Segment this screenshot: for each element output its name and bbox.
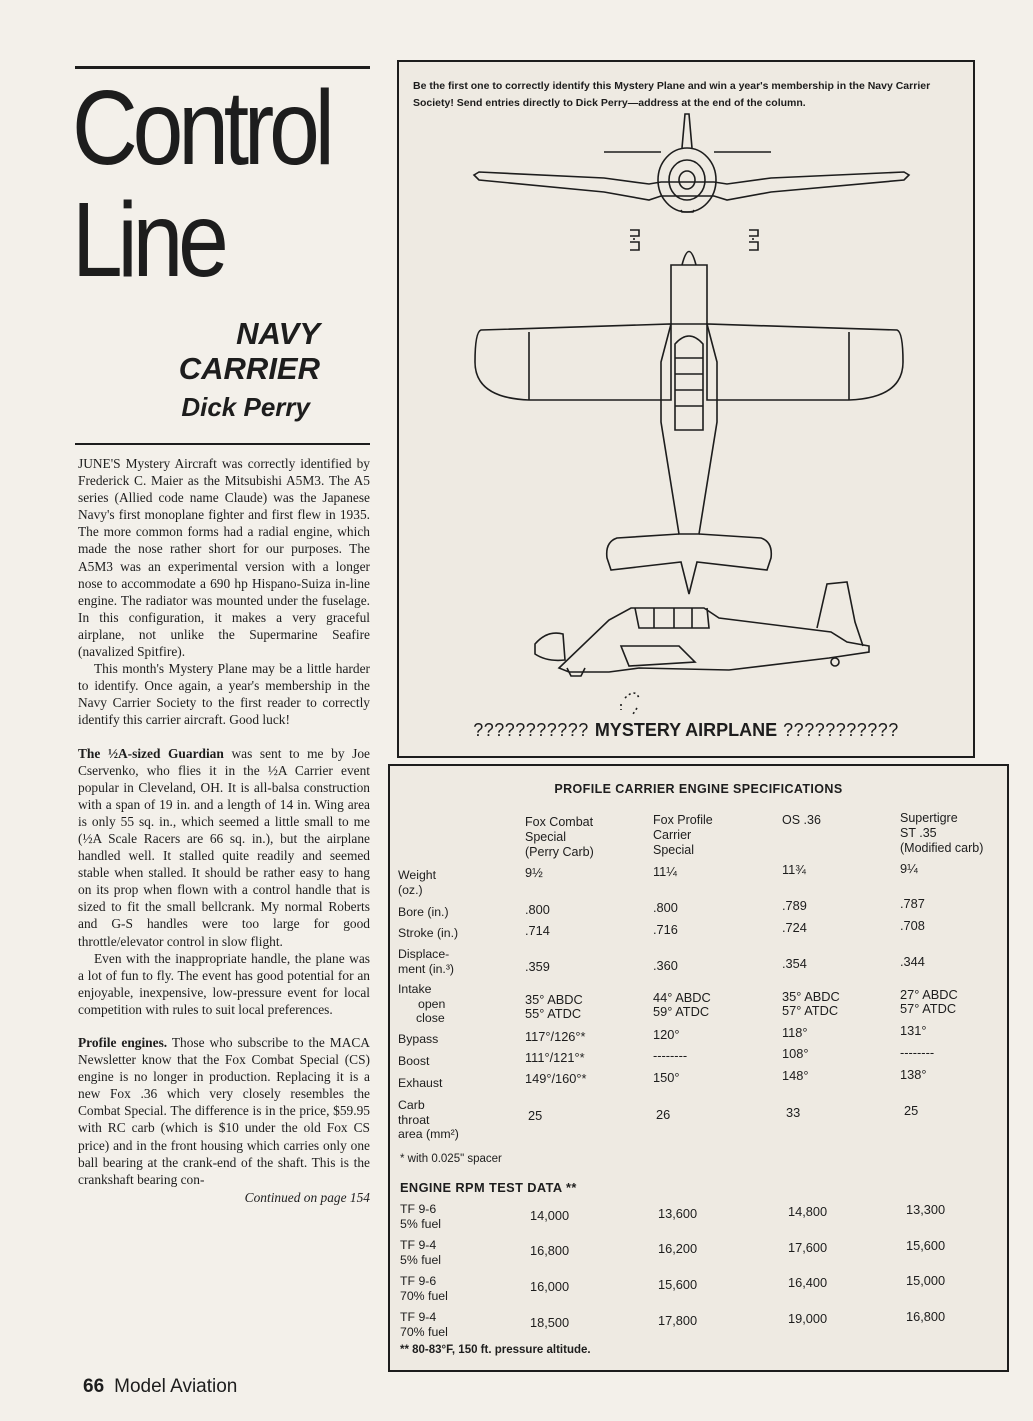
row-label-line: close xyxy=(416,1011,445,1025)
row-label-boost: Boost xyxy=(398,1054,430,1068)
side-canopy-frames xyxy=(654,608,692,628)
row-label-line: throat xyxy=(398,1112,430,1127)
landing-gear-marks xyxy=(630,230,758,250)
side-spinner xyxy=(535,633,565,660)
front-view xyxy=(474,114,909,212)
cell-intake-fox-profile xyxy=(653,991,711,1019)
cell-displacement-fox-profile: .360 xyxy=(653,958,678,973)
row-label-line: 70% fuel xyxy=(400,1288,448,1303)
paragraph-profile-engines-text: Those who subscribe to the MACA Newsletter know that the Fox Combat Special (CS) engine is no longer in production. Replacing it is a new Fox .36 which very closely resembles the Combat Special. The difference is in the price, $59.95 with RC carb (which is $10 under the old Fox CS price) and in the front housing which carries only one ball bearing at the crank-end of the shaft. This is the crankshaft bearing con- xyxy=(78,1035,370,1187)
paragraph-guardian-text: was sent to me by Joe Cservenko, who flies it in the ½A Carrier event popular in Cleveland, OH. It is all-balsa construction with a span of 19 in. and a length of 14 in. Wing area is only 55 sq. in., which seemed a little small to me (½A Scale Racers are 66 sq. in.), but the airplane handled well. It stalled quite readily and seemed stable when stalled. It should be rather easy to hang on its prop when flown with a control handle that is sized to fit the small bellcrank. My normal Roberts and G-S handles were too large for good throttle/elevator control in slow flight. xyxy=(78,745,370,949)
mystery-plane-box xyxy=(397,60,975,758)
plan-tailplane xyxy=(607,534,772,594)
row-label-line: Displace- xyxy=(398,947,450,961)
cell-displacement-os36: .354 xyxy=(782,956,807,971)
cell-intake-fox-combat xyxy=(525,993,583,1021)
rpm-cell-1-fox-combat: 14,000 xyxy=(530,1208,570,1223)
paragraph-profile-engines-lead: Profile engines. xyxy=(78,1035,168,1050)
rpm-cell-2-os36: 17,600 xyxy=(788,1240,828,1255)
row-label-line: TF 9-4 xyxy=(400,1310,437,1324)
row-label-displacement xyxy=(398,947,454,976)
row-label-line: 5% fuel xyxy=(400,1252,442,1267)
row-label-bypass: Bypass xyxy=(398,1032,439,1046)
paragraph-guardian xyxy=(78,745,370,950)
row-label-line: area (mm²) xyxy=(398,1127,459,1141)
page-number: 66 xyxy=(83,1376,105,1397)
row-label-line: 5% fuel xyxy=(400,1216,442,1231)
rpm-row-label-2 xyxy=(400,1238,441,1267)
row-label-exhaust: Exhaust xyxy=(398,1076,443,1090)
mystery-title-label: MYSTERY AIRPLANE xyxy=(594,720,778,740)
cell-weight-fox-combat: 9½ xyxy=(525,865,543,880)
cell-weight-fox-profile: 11¼ xyxy=(653,864,677,879)
cell-exhaust-fox-profile: 150° xyxy=(653,1070,680,1085)
author-rule xyxy=(75,443,370,445)
cell-exhaust-fox-combat: 149°/160°* xyxy=(525,1071,587,1086)
rpm-row-label-3 xyxy=(400,1274,448,1303)
row-label-stroke: Stroke (in.) xyxy=(398,926,459,940)
title-line-1: Control xyxy=(72,69,330,187)
row-label-carb-throat xyxy=(398,1098,459,1142)
row-label-intake xyxy=(398,982,445,1026)
cell-bypass-fox-profile: 120° xyxy=(653,1027,680,1042)
cell-carb-fox-profile: 26 xyxy=(656,1107,671,1122)
specs-title: PROFILE CARRIER ENGINE SPECIFICATIONS xyxy=(554,782,843,796)
cell-bypass-supertigre: 131° xyxy=(900,1023,927,1038)
column-title xyxy=(72,69,330,299)
cell-displacement-fox-combat: .359 xyxy=(525,959,550,974)
column-header-supertigre xyxy=(900,811,983,856)
rpm-cell-4-fox-combat: 18,500 xyxy=(530,1315,570,1330)
row-label-line: ment (in.³) xyxy=(398,961,455,976)
rpm-row-label-4 xyxy=(400,1310,448,1339)
mystery-title xyxy=(399,720,973,741)
column-header-line: Carrier xyxy=(653,828,692,842)
front-spinner xyxy=(679,171,695,189)
section-line-2: CARRIER xyxy=(178,351,320,386)
column-header-line: OS .36 xyxy=(782,813,821,827)
cell-weight-supertigre: 9¼ xyxy=(900,861,918,876)
cell-boost-os36: 108° xyxy=(782,1046,809,1061)
cell-intake-open: 44° ABDC xyxy=(653,990,711,1005)
cell-bypass-fox-combat: 117°/126°* xyxy=(525,1029,586,1044)
side-fin xyxy=(817,582,863,646)
cell-carb-os36: 33 xyxy=(786,1105,801,1120)
section-line-1: NAVY xyxy=(236,316,320,351)
cell-stroke-supertigre: .708 xyxy=(900,918,925,933)
cell-bore-supertigre: .787 xyxy=(900,896,925,911)
paragraph-profile-engines xyxy=(78,1034,370,1188)
section-name xyxy=(120,316,320,386)
gear-mark-left xyxy=(630,230,639,250)
rpm-row-label-1 xyxy=(400,1202,441,1231)
cell-intake-close: 55° ATDC xyxy=(525,1006,582,1021)
rpm-cell-4-supertigre: 16,800 xyxy=(906,1309,946,1324)
column-header-line: Fox Profile xyxy=(653,813,713,827)
cell-intake-os36 xyxy=(782,990,840,1018)
rpm-cell-1-fox-profile: 13,600 xyxy=(658,1206,698,1221)
rpm-cell-4-os36: 19,000 xyxy=(788,1311,828,1326)
rpm-cell-2-fox-combat: 16,800 xyxy=(530,1243,570,1258)
cell-displacement-supertigre: .344 xyxy=(900,954,925,969)
cell-boost-supertigre: -------- xyxy=(900,1045,935,1060)
plan-canopy xyxy=(675,336,703,430)
plan-wing-right xyxy=(707,324,903,400)
row-label-line: 70% fuel xyxy=(400,1324,448,1339)
cell-intake-open: 27° ABDC xyxy=(900,987,958,1002)
column-header-line: Special xyxy=(525,830,566,844)
continued-note: Continued on page 154 xyxy=(244,1189,370,1205)
column-header-fox-combat xyxy=(525,815,594,860)
plan-spinner xyxy=(682,252,696,266)
cell-stroke-fox-profile: .716 xyxy=(653,922,678,937)
cell-exhaust-os36: 148° xyxy=(782,1068,809,1083)
plan-wing-left xyxy=(475,324,671,400)
row-label-line: TF 9-6 xyxy=(400,1202,437,1216)
rpm-cell-1-os36: 14,800 xyxy=(788,1204,828,1219)
column-header-line: Fox Combat xyxy=(525,815,594,829)
row-label-line: TF 9-4 xyxy=(400,1238,437,1252)
row-label-line: TF 9-6 xyxy=(400,1274,437,1288)
row-label-line: open xyxy=(418,996,446,1011)
cell-exhaust-supertigre: 138° xyxy=(900,1067,927,1082)
cell-bore-fox-combat: .800 xyxy=(525,902,550,917)
side-wing-root xyxy=(621,646,695,666)
front-wing xyxy=(474,172,909,200)
mystery-plane-drawing xyxy=(399,62,973,756)
cell-stroke-fox-combat: .714 xyxy=(525,923,550,938)
column-header-line: Supertigre xyxy=(900,811,958,825)
magazine-name: Model Aviation xyxy=(114,1376,238,1397)
column-header-line: ST .35 xyxy=(900,826,937,840)
side-canopy xyxy=(635,608,709,628)
row-label-weight xyxy=(398,868,436,897)
column-header-os36 xyxy=(782,813,821,828)
spacer-footnote: * with 0.025" spacer xyxy=(400,1153,502,1165)
rpm-cell-3-fox-combat: 16,000 xyxy=(530,1279,570,1294)
cell-bore-os36: .789 xyxy=(782,898,807,913)
cell-boost-fox-combat: 111°/121°* xyxy=(525,1050,585,1065)
side-fuselage xyxy=(559,608,869,672)
rpm-cell-3-fox-profile: 15,600 xyxy=(658,1277,698,1292)
rpm-cell-3-supertigre: 15,000 xyxy=(906,1273,946,1288)
cell-stroke-os36: .724 xyxy=(782,920,807,935)
title-line-2: Line xyxy=(72,181,224,299)
cell-intake-close: 57° ATDC xyxy=(900,1001,957,1016)
cell-intake-close: 57° ATDC xyxy=(782,1003,839,1018)
row-label-bore: Bore (in.) xyxy=(398,905,449,919)
cell-intake-open: 35° ABDC xyxy=(782,989,840,1004)
front-cowling-inner xyxy=(669,160,705,200)
plan-fuselage xyxy=(661,324,717,534)
plan-nose xyxy=(671,265,707,324)
plan-canopy-frames xyxy=(675,358,703,406)
mystery-title-left: ??????????? xyxy=(473,720,589,740)
cell-bore-fox-profile: .800 xyxy=(653,900,678,915)
page-footer xyxy=(83,1376,237,1398)
paragraph-handle: Even with the inappropriate handle, the plane was a lot of fun to fly. The event has good potential for an enjoyable, inexpensive, low-pressure event for local competition with rules to suit local preferences. xyxy=(78,950,370,1017)
cell-carb-fox-combat: 25 xyxy=(528,1108,543,1123)
article-body xyxy=(78,455,370,1206)
front-fin xyxy=(682,114,692,148)
plan-view xyxy=(475,252,903,595)
rpm-footnote: ** 80-83°F, 150 ft. pressure altitude. xyxy=(400,1344,591,1356)
row-label-line: Intake xyxy=(398,982,432,996)
column-header-line: (Perry Carb) xyxy=(525,845,594,859)
gear-mark-right xyxy=(749,230,758,250)
cell-intake-supertigre xyxy=(900,988,958,1016)
mystery-caption: Be the first one to correctly identify this Mystery Plane and win a year's membership in the Navy Carrier Society! Send entries directly to Dick Perry—address at the end of the column. xyxy=(413,80,931,109)
column-header-line: (Modified carb) xyxy=(900,841,984,855)
row-label-line: Carb xyxy=(398,1098,425,1112)
cell-boost-fox-profile: -------- xyxy=(653,1048,688,1063)
cell-carb-supertigre: 25 xyxy=(904,1103,919,1118)
row-label-line: (oz.) xyxy=(398,882,423,897)
column-header-line: Special xyxy=(653,843,694,857)
front-cowling xyxy=(658,148,716,212)
column-header-fox-profile xyxy=(653,813,713,858)
paragraph-june-mystery: JUNE'S Mystery Aircraft was correctly identified by Frederick C. Maier as the Mitsubishi A5M3. The A5 series (Allied code name Claude) was the Japanese Navy's first monoplane fighter and first flew in 1935. The more common forms had a radial engine, which made the nose rather short for our purposes. The A5M3 was an experimental version with a longer nose to accommodate a 690 hp Hispano-Suiza in-line engine. The radiator was mounted under the fuselage. In this configuration, it makes a very graceful airplane, not unlike the Supermarine Seafire (navalized Spitfire). xyxy=(78,456,370,660)
mystery-title-right: ??????????? xyxy=(783,720,899,740)
rpm-cell-1-supertigre: 13,300 xyxy=(906,1202,946,1217)
cell-bypass-os36: 118° xyxy=(782,1025,808,1040)
engine-specs-box xyxy=(388,764,1009,1372)
rpm-cell-2-supertigre: 15,600 xyxy=(906,1238,946,1253)
paragraph-this-month: This month's Mystery Plane may be a little harder to identify. Once again, a year's membership in the Navy Carrier Society to the first reader to correctly identify this carrier aircraft. Good luck! xyxy=(78,661,370,728)
rpm-cell-2-fox-profile: 16,200 xyxy=(658,1241,698,1256)
cell-intake-close: 59° ATDC xyxy=(653,1004,710,1019)
cell-intake-open: 35° ABDC xyxy=(525,992,583,1007)
side-tailwheel xyxy=(831,658,839,666)
paragraph-guardian-lead: The ½A-sized Guardian xyxy=(78,745,224,761)
author-name: Dick Perry xyxy=(181,392,310,422)
rpm-test-title: ENGINE RPM TEST DATA ** xyxy=(400,1180,577,1195)
row-label-line: Weight xyxy=(398,868,437,882)
rpm-cell-4-fox-profile: 17,800 xyxy=(658,1313,698,1328)
side-wheel-outline xyxy=(621,693,639,714)
side-view xyxy=(535,582,869,714)
cell-weight-os36: 11¾ xyxy=(782,862,806,877)
rpm-cell-3-os36: 16,400 xyxy=(788,1275,828,1290)
